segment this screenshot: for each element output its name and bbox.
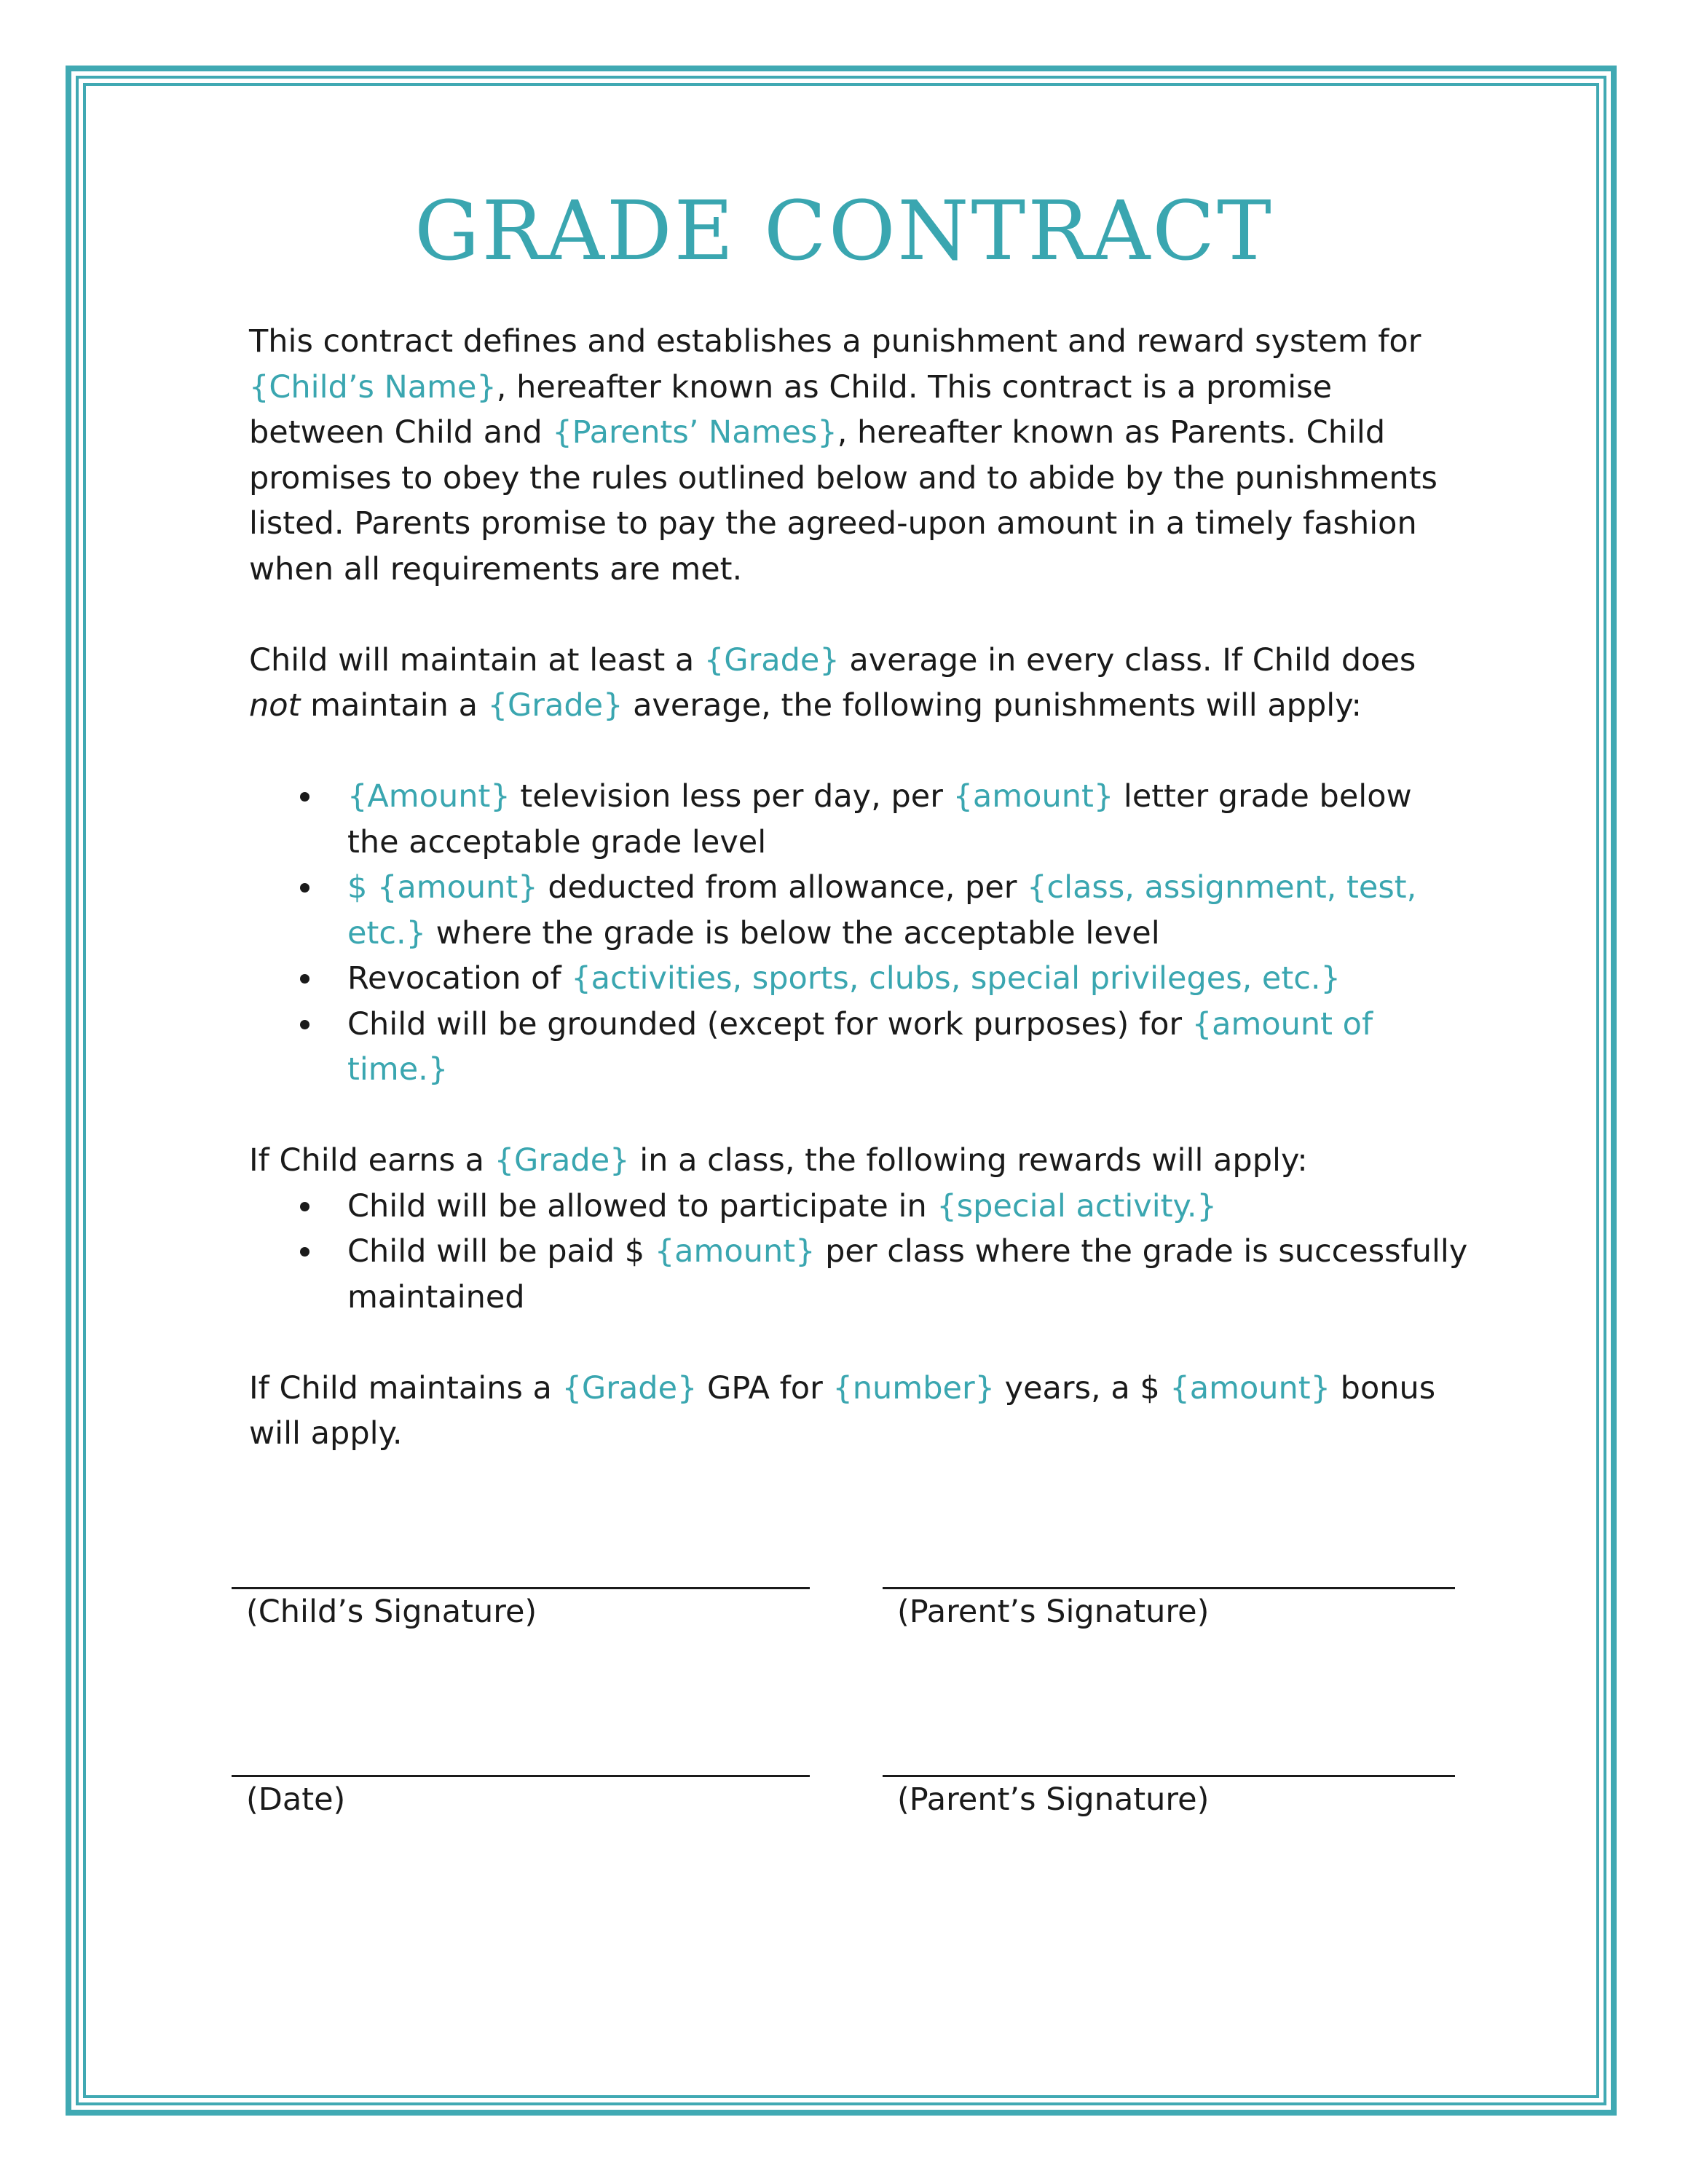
- intro-text: This contract defines and establishes a punishment and reward system for: [249, 323, 1421, 360]
- parent-signature-label: (Parent’s Signature): [897, 1594, 1210, 1630]
- maintain-text: average in every class. If Child does: [839, 641, 1416, 678]
- rewards-intro: [249, 1138, 1472, 1184]
- parent-signature-block-2: [883, 1775, 1455, 1816]
- bonus-text: GPA for: [697, 1369, 833, 1406]
- grade-placeholder: {Grade}: [487, 687, 623, 724]
- reward-text: per class where the grade is successfully maintained: [347, 1233, 1468, 1315]
- reward-text: Child will be paid $: [347, 1233, 655, 1270]
- punishment-item: [249, 865, 1472, 956]
- punishment-text: Revocation of: [347, 960, 572, 997]
- amount-placeholder: {Amount}: [347, 778, 510, 815]
- rewards-list: [249, 1184, 1472, 1321]
- amount-placeholder: $ {amount}: [347, 869, 538, 906]
- activities-placeholder: {activities, sports, clubs, special privileges, etc.}: [571, 960, 1341, 997]
- punishments-list: [249, 774, 1472, 1093]
- time-placeholder: {amount of time.}: [347, 1005, 1373, 1088]
- bonus-text: bonus will apply.: [249, 1369, 1436, 1452]
- punishment-text: Child will be grounded (except for work purposes) for: [347, 1005, 1192, 1042]
- punishment-text: letter grade below the acceptable grade level: [347, 778, 1412, 860]
- reward-item: [249, 1184, 1472, 1230]
- reward-item: [249, 1229, 1472, 1320]
- punishment-text: television less per day, per: [510, 778, 953, 815]
- reward-text: Child will be allowed to participate in: [347, 1187, 937, 1224]
- grade-placeholder: {Grade}: [494, 1142, 630, 1179]
- bonus-text: If Child maintains a: [249, 1369, 562, 1406]
- child-signature-block: [232, 1587, 810, 1628]
- punishment-text: where the grade is below the acceptable level: [425, 914, 1160, 951]
- punishment-item: [249, 956, 1472, 1002]
- signature-line[interactable]: [883, 1587, 1455, 1589]
- intro-paragraph: [249, 319, 1472, 592]
- grade-placeholder: {Grade}: [703, 641, 840, 678]
- parent-signature-label: (Parent’s Signature): [897, 1781, 1210, 1818]
- date-block: [232, 1775, 810, 1816]
- date-label: (Date): [246, 1781, 346, 1818]
- number-placeholder: {number}: [832, 1369, 995, 1406]
- amount-placeholder: {amount}: [1170, 1369, 1331, 1406]
- amount-placeholder: {amount}: [953, 778, 1114, 815]
- maintain-paragraph: [249, 638, 1472, 729]
- maintain-text: maintain a: [300, 687, 488, 724]
- child-signature-label: (Child’s Signature): [246, 1594, 537, 1630]
- parents-names-placeholder: {Parents’ Names}: [552, 414, 837, 451]
- class-placeholder: {class, assignment, test, etc.}: [347, 869, 1417, 951]
- document-title: GRADE CONTRACT: [414, 184, 1274, 279]
- activity-placeholder: {special activity.}: [936, 1187, 1217, 1224]
- bonus-text: years, a $: [994, 1369, 1170, 1406]
- intro-text: , hereafter known as Child. This contract is a promise between Child and: [249, 368, 1333, 451]
- signature-line[interactable]: [883, 1775, 1455, 1777]
- amount-placeholder: {amount}: [654, 1233, 816, 1270]
- rewards-text: If Child earns a: [249, 1142, 494, 1179]
- contract-body: [249, 319, 1472, 1502]
- signature-line[interactable]: [232, 1587, 810, 1589]
- punishment-item: [249, 1002, 1472, 1093]
- date-line[interactable]: [232, 1775, 810, 1777]
- bonus-paragraph: [249, 1366, 1472, 1457]
- maintain-text: Child will maintain at least a: [249, 641, 704, 678]
- punishment-text: deducted from allowance, per: [537, 869, 1028, 906]
- punishment-item: [249, 774, 1472, 865]
- childs-name-placeholder: {Child’s Name}: [249, 368, 497, 405]
- rewards-text: in a class, the following rewards will apply:: [629, 1142, 1308, 1179]
- not-emphasis: not: [249, 687, 301, 724]
- maintain-text: average, the following punishments will apply:: [623, 687, 1362, 724]
- grade-placeholder: {Grade}: [561, 1369, 698, 1406]
- parent-signature-block-1: [883, 1587, 1455, 1628]
- intro-text: , hereafter known as Parents. Child promises to obey the rules outlined below and to abide by the punishments listed. Parents promise to pay the agreed-upon amount in a timely fashion when all requirements are met.: [249, 414, 1437, 587]
